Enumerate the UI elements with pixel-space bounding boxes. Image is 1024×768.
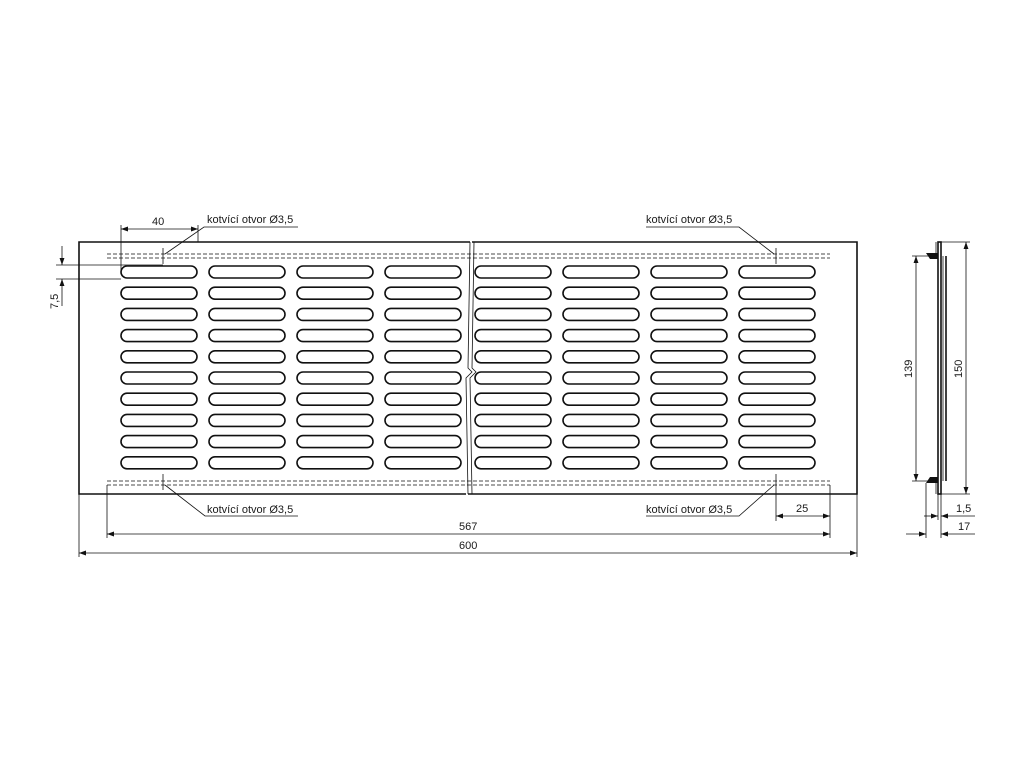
- vent-slot: [385, 414, 461, 426]
- vent-slot: [563, 308, 639, 320]
- dim-value-150: 150: [953, 359, 965, 378]
- vent-slot: [563, 372, 639, 384]
- vent-slot: [385, 287, 461, 299]
- vent-slot: [739, 372, 815, 384]
- dim-value-17: 17: [958, 521, 971, 533]
- vent-slot: [651, 457, 727, 469]
- vent-slot: [739, 287, 815, 299]
- vent-slot: [385, 266, 461, 278]
- vent-slot: [563, 436, 639, 448]
- vent-slot: [297, 330, 373, 342]
- vent-slot: [121, 457, 197, 469]
- dim-value-40: 40: [152, 216, 165, 228]
- vent-slot: [297, 436, 373, 448]
- vent-slot: [563, 266, 639, 278]
- vent-slot: [739, 330, 815, 342]
- vent-slot: [385, 393, 461, 405]
- vent-slot: [385, 308, 461, 320]
- vent-slot: [651, 266, 727, 278]
- vent-slot: [209, 436, 285, 448]
- vent-slot: [651, 393, 727, 405]
- vent-slot: [121, 266, 197, 278]
- vent-slot: [385, 330, 461, 342]
- leader-top-left: [165, 227, 298, 254]
- vent-slot: [209, 287, 285, 299]
- vent-slot: [121, 414, 197, 426]
- vent-slot: [651, 330, 727, 342]
- vent-slot: [209, 457, 285, 469]
- vent-slot: [297, 372, 373, 384]
- vent-slot: [297, 308, 373, 320]
- vent-slot: [651, 372, 727, 384]
- vent-slot: [739, 457, 815, 469]
- vent-slot: [209, 414, 285, 426]
- vent-slot: [563, 414, 639, 426]
- vent-slot: [297, 414, 373, 426]
- break-line-2: [470, 242, 476, 494]
- vent-slot: [475, 414, 551, 426]
- vent-slot: [651, 436, 727, 448]
- side-view: [903, 242, 975, 538]
- anchor-label-bottom-right: kotvící otvor Ø3,5: [646, 504, 733, 516]
- vent-slot: [475, 457, 551, 469]
- vent-slot: [385, 457, 461, 469]
- vent-slot: [651, 351, 727, 363]
- vent-slot: [651, 287, 727, 299]
- anchor-label-top-left: kotvící otvor Ø3,5: [207, 214, 294, 226]
- vent-slot: [475, 393, 551, 405]
- vent-slot: [297, 457, 373, 469]
- vent-slot: [475, 266, 551, 278]
- dim-value-139: 139: [903, 359, 915, 378]
- vent-slot: [563, 351, 639, 363]
- vent-slot: [121, 287, 197, 299]
- vent-slot: [563, 393, 639, 405]
- vent-slot: [563, 287, 639, 299]
- dim-value-567: 567: [459, 521, 478, 533]
- vent-slot: [739, 436, 815, 448]
- vent-slot: [739, 393, 815, 405]
- vent-slot: [121, 393, 197, 405]
- vent-slot: [739, 266, 815, 278]
- side-flange: [938, 242, 941, 494]
- leader-top-right: [646, 227, 774, 254]
- anchor-label-top-right: kotvící otvor Ø3,5: [646, 214, 733, 226]
- vent-slot: [297, 287, 373, 299]
- vent-slot: [739, 414, 815, 426]
- vent-slot: [121, 436, 197, 448]
- vent-slot: [297, 351, 373, 363]
- vent-slot: [475, 372, 551, 384]
- vent-slot: [121, 330, 197, 342]
- vent-slot: [209, 372, 285, 384]
- vent-slot: [209, 330, 285, 342]
- vent-slot: [385, 351, 461, 363]
- anchor-label-bottom-left: kotvící otvor Ø3,5: [207, 504, 294, 516]
- vent-slot: [121, 308, 197, 320]
- vent-slot: [475, 308, 551, 320]
- vent-slot: [209, 393, 285, 405]
- front-view: [49, 214, 857, 557]
- vent-slot: [651, 308, 727, 320]
- vent-slot: [209, 266, 285, 278]
- dim-value-75: 7,5: [49, 293, 61, 309]
- vent-slot: [475, 351, 551, 363]
- vent-slot: [739, 351, 815, 363]
- vent-slot: [475, 436, 551, 448]
- vent-slot: [651, 414, 727, 426]
- dim-value-600: 600: [459, 540, 478, 552]
- vent-slot: [121, 351, 197, 363]
- dim-value-25: 25: [796, 503, 809, 515]
- vent-slot: [739, 308, 815, 320]
- vent-slot: [209, 308, 285, 320]
- vent-slot: [297, 393, 373, 405]
- vent-slot: [297, 266, 373, 278]
- vent-slot: [475, 330, 551, 342]
- vent-slot: [563, 457, 639, 469]
- dim-value-15: 1,5: [956, 503, 972, 515]
- vent-slot: [475, 287, 551, 299]
- vent-slot: [121, 372, 197, 384]
- vent-slot: [563, 330, 639, 342]
- vent-slot: [209, 351, 285, 363]
- vent-slot: [385, 436, 461, 448]
- vent-slot: [385, 372, 461, 384]
